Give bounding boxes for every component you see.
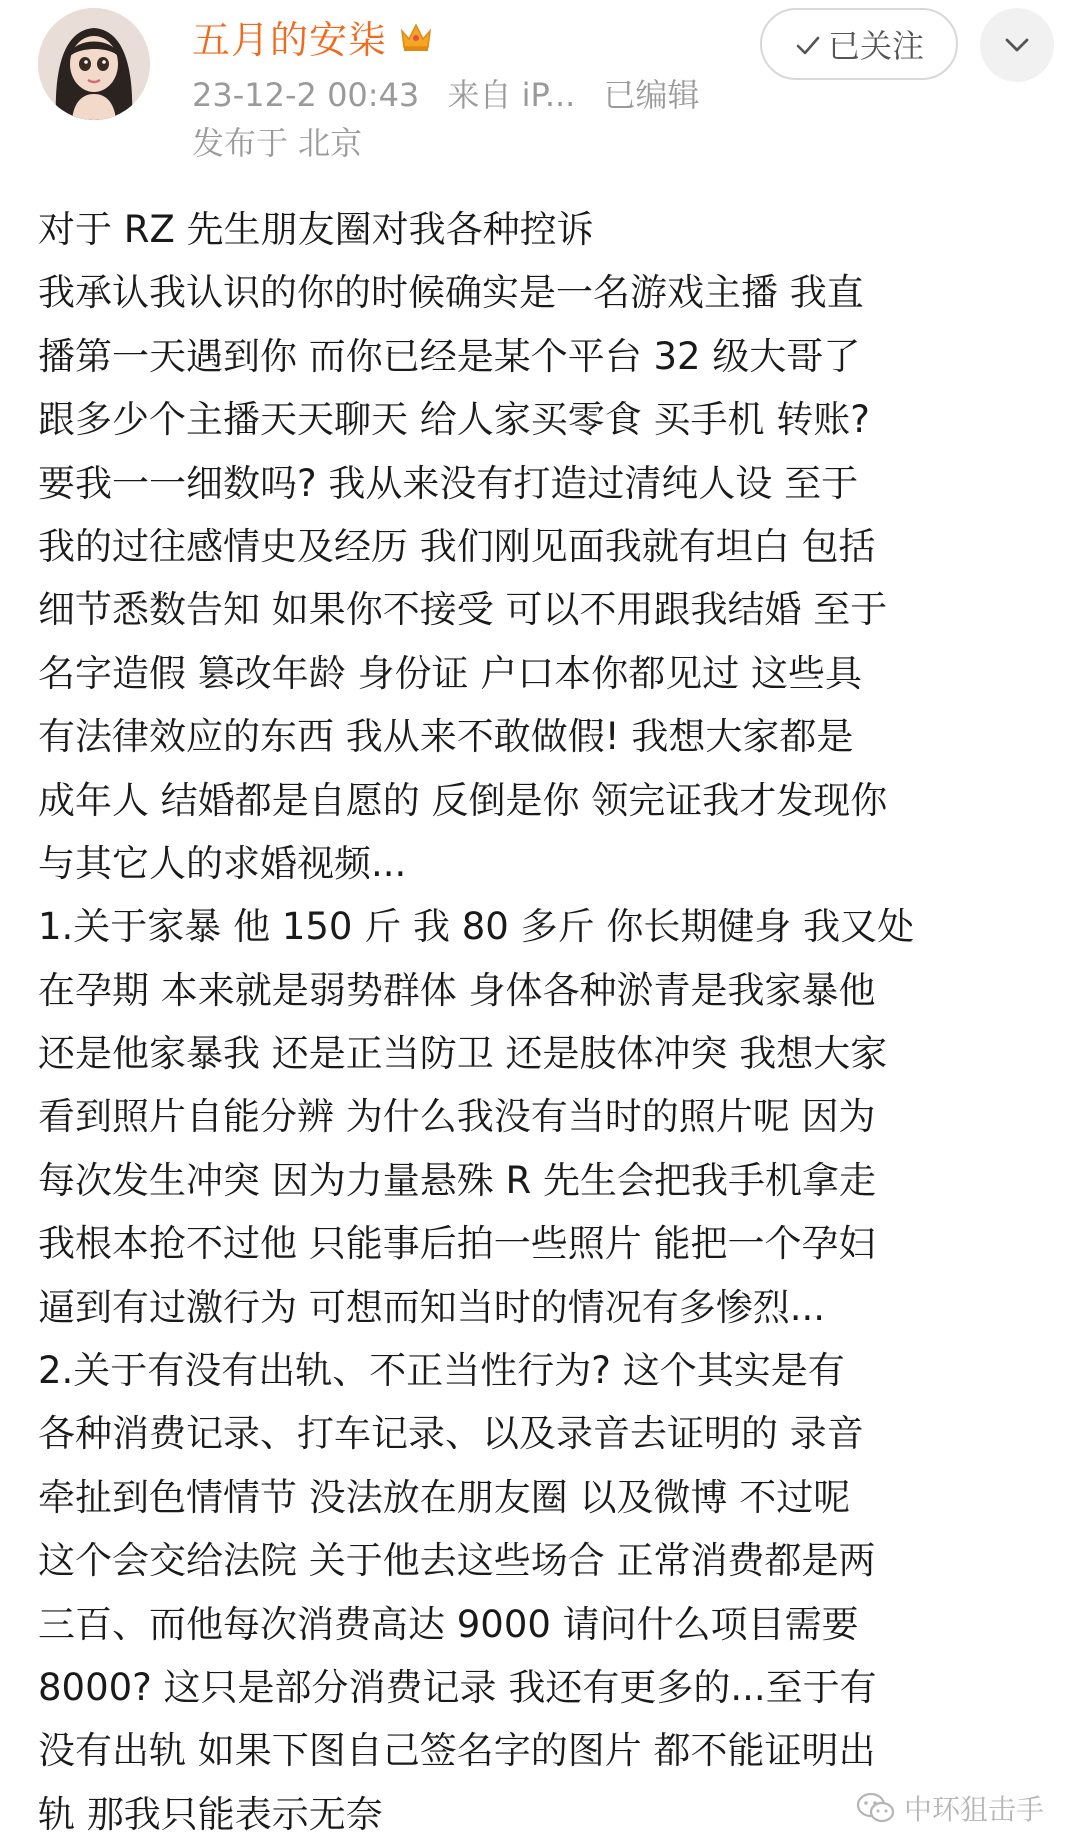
username-row	[192, 10, 435, 62]
post-text-line: 我承认我认识的你的时候确实是一名游戏主播 我直	[38, 271, 864, 315]
post-text-line: 播第一天遇到你 而你已经是某个平台 32 级大哥了	[38, 334, 861, 378]
post-text-line: 还是他家暴我 还是正当防卫 还是肢体冲突 我想大家	[38, 1032, 888, 1076]
post-source: 来自 iP...	[447, 76, 576, 114]
post-text-line: 每次发生冲突 因为力量悬殊 R 先生会把我手机拿走	[38, 1158, 876, 1202]
post-text-line: 8000? 这只是部分消费记录 我还有更多的...至于有	[38, 1665, 877, 1709]
post-text-line: 1.关于家暴 他 150 斤 我 80 多斤 你长期健身 我又处	[38, 905, 915, 949]
post-text-line: 跟多少个主播天天聊天 给人家买零食 买手机 转账?	[38, 398, 870, 442]
post-text-line: 我的过往感情史及经历 我们刚见面我就有坦白 包括	[38, 524, 876, 568]
check-icon	[794, 30, 822, 58]
post-text-line: 要我一一细数吗? 我从来没有打造过清纯人设 至于	[38, 461, 859, 505]
post-text-line: 在孕期 本来就是弱势群体 身体各种淤青是我家暴他	[38, 968, 876, 1012]
post-text-line: 与其它人的求婚视频...	[38, 841, 407, 885]
post-body	[38, 198, 1048, 1846]
post-header	[0, 0, 1080, 170]
post-text-line: 牵扯到色情情节 没法放在朋友圈 以及微博 不过呢	[38, 1475, 851, 1519]
follow-button[interactable]	[760, 8, 958, 80]
follow-button-label: 已关注	[827, 27, 924, 65]
post-text-line: 各种消费记录、打车记录、以及录音去证明的 录音	[38, 1412, 864, 1456]
avatar-image	[38, 8, 150, 120]
edited-label[interactable]: 已编辑	[603, 76, 700, 114]
post-timestamp: 23-12-2 00:43	[192, 76, 420, 114]
crown-icon	[397, 17, 435, 55]
more-options-button[interactable]	[980, 8, 1054, 82]
post-text-line: 看到照片自能分辨 为什么我没有当时的照片呢 因为	[38, 1095, 876, 1139]
post-text-line: 成年人 结婚都是自愿的 反倒是你 领完证我才发现你	[38, 778, 888, 822]
post-text-line: 2.关于有没有出轨、不正当性行为? 这个其实是有	[38, 1349, 845, 1393]
post-location: 发布于 北京	[192, 124, 363, 162]
post-text-line: 三百、而他每次消费高达 9000 请问什么项目需要	[38, 1602, 859, 1646]
post-text-line: 没有出轨 如果下图自己签名字的图片 都不能证明出	[38, 1729, 876, 1773]
post-text-line: 我根本抢不过他 只能事后拍一些照片 能把一个孕妇	[38, 1222, 876, 1266]
post-text-line: 逼到有过激行为 可想而知当时的情况有多惨烈...	[38, 1285, 826, 1329]
post-text-line: 对于 RZ 先生朋友圈对我各种控诉	[38, 208, 594, 251]
avatar[interactable]	[38, 8, 150, 120]
post-text-line: 轨 那我只能表示无奈	[38, 1792, 383, 1836]
post-text-line: 有法律效应的东西 我从来不敢做假! 我想大家都是	[38, 715, 854, 759]
wechat-icon	[856, 1791, 896, 1825]
chevron-down-icon	[1002, 35, 1032, 55]
username[interactable]: 五月的安柒	[192, 17, 388, 62]
post-text-line: 名字造假 篡改年龄 身份证 户口本你都见过 这些具	[38, 651, 863, 695]
watermark-text: 中环狙击手	[904, 1793, 1045, 1826]
post-meta	[192, 70, 718, 116]
post-text-line: 这个会交给法院 关于他去这些场合 正常消费都是两	[38, 1539, 876, 1583]
watermark	[856, 1788, 1044, 1828]
post-text-line: 细节悉数告知 如果你不接受 可以不用跟我结婚 至于	[38, 588, 888, 632]
